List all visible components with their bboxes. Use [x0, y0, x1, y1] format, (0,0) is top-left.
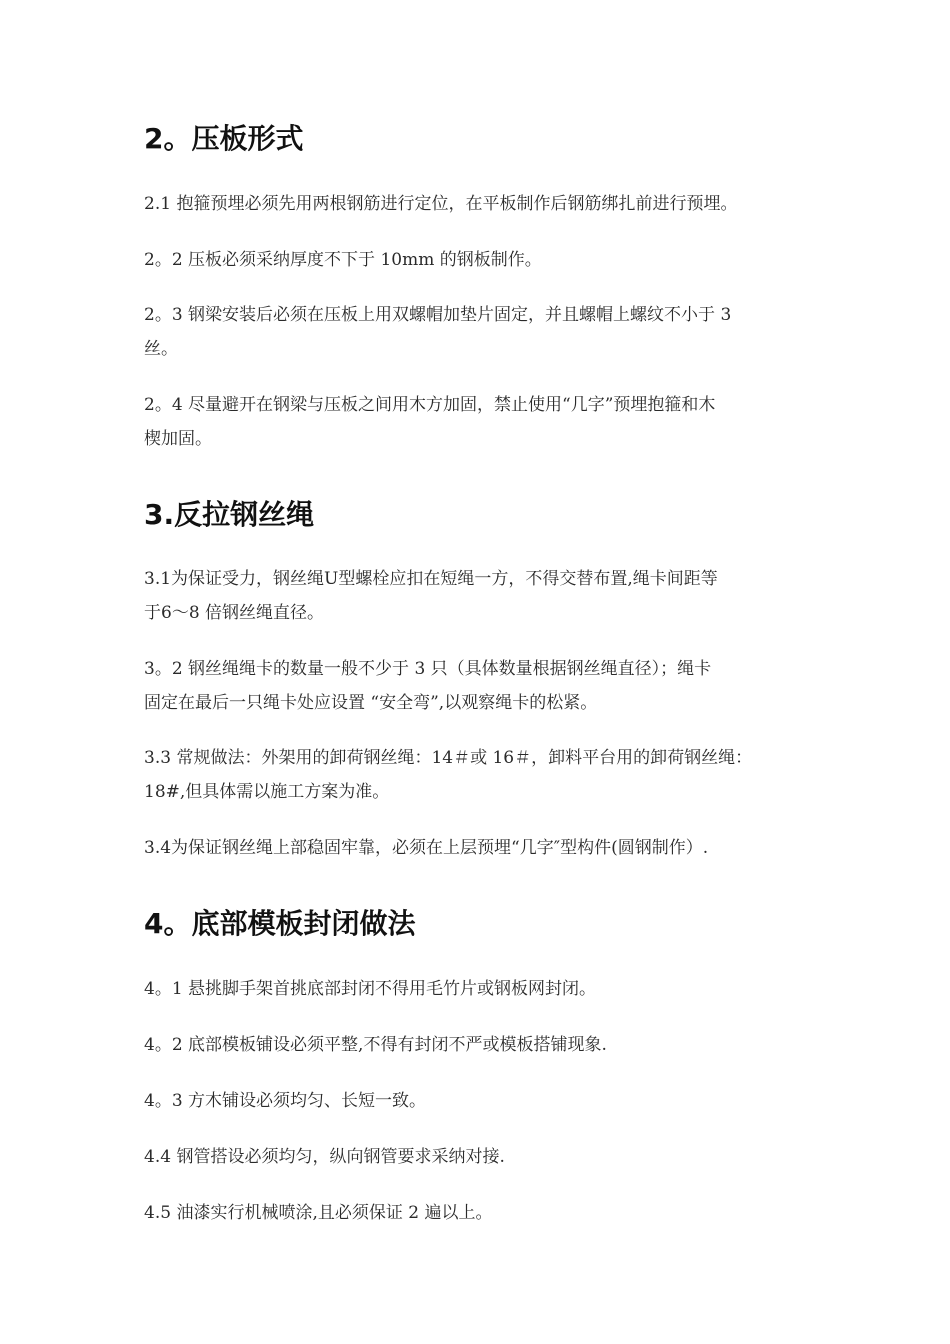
paragraph [144, 1028, 814, 1062]
paragraph-line: 2。4 尽量避开在钢梁与压板之间用木方加固，禁止使用“几字”预埋抱箍和木 [144, 395, 716, 415]
paragraph-line: 2。2 压板必须采纳厚度不下于 10mm 的钢板制作。 [144, 250, 542, 270]
paragraph-line: 3。2 钢丝绳绳卡的数量一般不少于 3 只（具体数量根据钢丝绳直径）；绳卡 [144, 659, 712, 679]
paragraph [144, 298, 814, 366]
paragraph-line: 4。2 底部模板铺设必须平整,不得有封闭不严或模板搭铺现象. [144, 1035, 607, 1055]
paragraph [144, 652, 814, 720]
paragraph-line: 3.1为保证受力，钢丝绳U型螺栓应扣在短绳一方，不得交替布置,绳卡间距等 [144, 569, 718, 589]
section-heading: 2。压板形式 [144, 122, 304, 155]
paragraph-line: 18#,但具体需以施工方案为准。 [144, 782, 390, 802]
section-heading: 4。底部模板封闭做法 [144, 907, 416, 940]
paragraph-line: 楔加固。 [144, 429, 212, 449]
paragraph [144, 187, 814, 221]
section-heading: 3.反拉钢丝绳 [144, 498, 315, 531]
paragraph [144, 1140, 814, 1174]
paragraph-line: 4。3 方木铺设必须均匀、长短一致。 [144, 1091, 427, 1111]
paragraph-line: 2。3 钢梁安装后必须在压板上用双螺帽加垫片固定，并且螺帽上螺纹不小于 3 [144, 305, 732, 325]
paragraph-line: 4.4 钢管搭设必须均匀，纵向钢管要求采纳对接. [144, 1147, 505, 1167]
paragraph [144, 243, 814, 277]
paragraph-line: 丝。 [144, 339, 178, 359]
paragraph [144, 741, 814, 809]
paragraph [144, 562, 814, 630]
paragraph [144, 831, 814, 865]
paragraph-line: 4.5 油漆实行机械喷涂,且必须保证 2 遍以上。 [144, 1203, 493, 1223]
paragraph-line: 3.3 常规做法：外架用的卸荷钢丝绳：14＃或 16＃，卸料平台用的卸荷钢丝绳： [144, 748, 753, 768]
paragraph-line: 4。1 悬挑脚手架首挑底部封闭不得用毛竹片或钢板网封闭。 [144, 979, 597, 999]
paragraph [144, 1196, 814, 1230]
paragraph-line: 于6～8 倍钢丝绳直径。 [144, 603, 325, 623]
paragraph-line: 2.1 抱箍预埋必须先用两根钢筋进行定位，在平板制作后钢筋绑扎前进行预埋。 [144, 194, 738, 214]
paragraph [144, 1084, 814, 1118]
paragraph-line: 3.4为保证钢丝绳上部稳固牢靠，必须在上层预埋“几字″型构件(圆钢制作）. [144, 838, 709, 858]
paragraph-line: 固定在最后一只绳卡处应设置 “安全弯”,以观察绳卡的松紧。 [144, 693, 598, 713]
paragraph [144, 388, 814, 456]
paragraph [144, 972, 814, 1006]
